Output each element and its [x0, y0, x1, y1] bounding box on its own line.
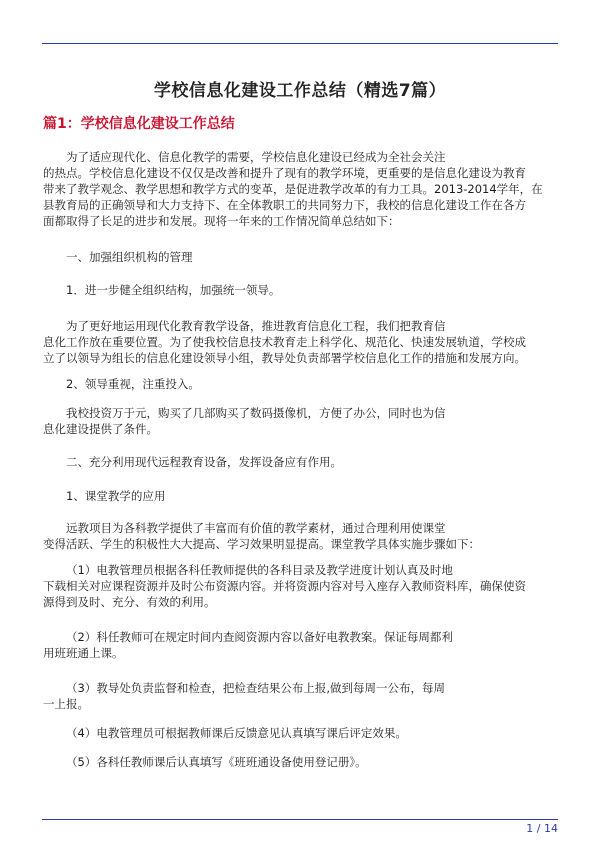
list-item-line: （1）电教管理员根据各科任教师提供的各科目录及教学进度计划认真及时地	[66, 563, 453, 577]
list-item-line: 源得到及时、充分、有效的利用。	[43, 595, 216, 609]
footer-rule	[42, 819, 558, 820]
paragraph-line: 变得活跃、学生的积极性大大提高、学习效果明显提高。课堂教学具体实施步骤如下：	[43, 537, 480, 551]
page-indicator: 1 / 14	[526, 822, 558, 835]
paragraph-line: 面都取得了长足的进步和发展。现将一年来的工作情况简单总结如下：	[43, 214, 400, 228]
paragraph-line: 为了适应现代化、信息化教学的需要，学校信息化建设已经成为全社会关注	[66, 150, 446, 164]
paragraph-line: 息化建设提供了条件。	[43, 422, 158, 436]
paragraph-line: 为了更好地运用现代化教育教学设备，推进教育信息化工程，我们把教育信	[66, 319, 446, 333]
subheading-line: 1、课堂教学的应用	[66, 489, 166, 503]
document-title: 学校信息化建设工作总结（精选7篇）	[153, 81, 447, 101]
header-rule	[42, 43, 558, 44]
subheading-line: 1．进一步健全组织结构，加强统一领导。	[66, 283, 281, 297]
list-item-line: （2）科任教师可在规定时间内查阅资源内容以备好电教教案。保证每周都利	[66, 630, 453, 644]
list-item-line: 用班班通上课。	[43, 646, 124, 660]
paragraph-line: 远教项目为各科教学提供了丰富而有价值的教学素材，通过合理利用使课堂	[66, 521, 446, 535]
paragraph-line: 我校投资万于元，购买了几部购买了数码摄像机，方便了办公，同时也为信	[66, 406, 446, 420]
list-item-line: 一上报。	[43, 697, 89, 711]
list-item-line: （4）电教管理员可根据教师课后反馈意见认真填写课后评定效果。	[66, 726, 407, 740]
subheading-line: 一、加强组织机构的管理	[66, 250, 193, 264]
subheading-line: 二、充分利用现代远程教育设备，发挥设备应有作用。	[66, 455, 342, 469]
paragraph-line: 带来了教学观念、教学思想和教学方式的变革，是促进教学改革的有力工具。2013-2014学年，在	[43, 182, 543, 196]
section-heading: 篇1：学校信息化建设工作总结	[43, 116, 235, 132]
list-item-line: （5）各科任教师课后认真填写《班班通设备使用登记册》。	[66, 755, 367, 769]
list-item-line: （3）教导处负责监督和检查，把检查结果公布上报,做到每周一公布，每周	[66, 681, 445, 695]
list-item-line: 下载相关对应课程资源并及时公布资源内容。并将资源内容对号入座存入教师资料库，确保使资	[43, 579, 526, 593]
paragraph-line: 的热点。学校信息化建设不仅仅是改善和提升了现有的教学环境，更重要的是信息化建设为教育	[43, 166, 526, 180]
paragraph-line: 立了以领导为组长的信息化建设领导小组，教导处负责部署学校信息化工作的措施和发展方向。	[43, 351, 526, 365]
paragraph-line: 息化工作放在重要位置。为了使我校信息技术教育走上科学化、规范化、快速发展轨道，学校成	[43, 335, 526, 349]
subheading-line: 2、领导重视，注重投入。	[66, 377, 200, 391]
paragraph-line: 县教育局的正确领导和大力支持下、在全体教职工的共同努力下，我校的信息化建设工作在各方	[43, 198, 526, 212]
